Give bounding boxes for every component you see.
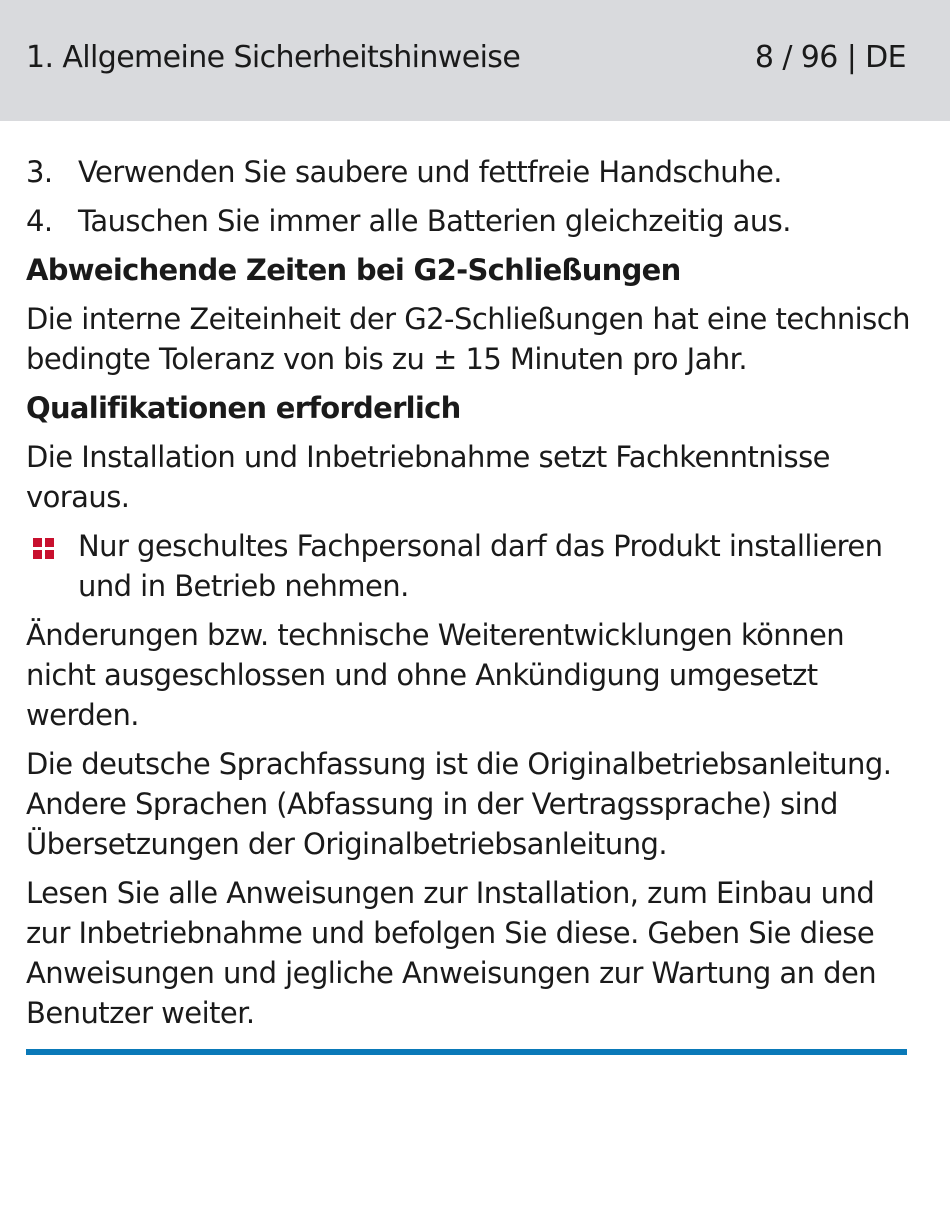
numbered-item [26, 201, 914, 241]
page-header [0, 0, 950, 121]
item-number: 4. [26, 204, 53, 238]
paragraph: Die Installation und Inbetriebnahme setzt Fachkenntnisse voraus. [26, 440, 830, 514]
paragraph: Die interne Zeiteinheit der G2-Schließungen hat eine technisch bedingte Toleranz von bis zu ± 15 Minuten pro Jahr. [26, 302, 910, 376]
document-body [26, 152, 914, 1042]
bullet-text: Nur geschultes Fachpersonal darf das Produkt installieren und in Betrieb nehmen. [78, 529, 883, 603]
item-number: 3. [26, 155, 53, 189]
page-number: 8 / 96 | DE [754, 40, 906, 75]
item-text: Verwenden Sie saubere und fettfreie Handschuhe. [78, 155, 782, 189]
section-heading: Abweichende Zeiten bei G2-Schließungen [26, 253, 681, 287]
item-text: Tauschen Sie immer alle Batterien gleichzeitig aus. [78, 204, 791, 238]
section-divider [26, 1049, 907, 1055]
section-heading: Qualifikationen erforderlich [26, 391, 461, 425]
section-title: 1. Allgemeine Sicherheitshinweise [26, 40, 521, 75]
numbered-item [26, 152, 914, 192]
paragraph: Die deutsche Sprachfassung ist die Originalbetriebsanleitung. Andere Sprachen (Abfassung in der Vertragssprache) sind Übersetzungen der Originalbetriebsanleitung. [26, 747, 892, 861]
paragraph: Änderungen bzw. technische Weiterentwicklungen können nicht ausgeschlossen und ohne Ankündigung umgesetzt werden. [26, 618, 845, 732]
red-square-grid-bullet-icon [33, 538, 54, 559]
bullet-item [26, 526, 914, 606]
paragraph: Lesen Sie alle Anweisungen zur Installation, zum Einbau und zur Inbetriebnahme und befolgen Sie diese. Geben Sie diese Anweisungen und jegliche Anweisungen zur Wartung an den Benutzer weiter. [26, 876, 877, 1030]
